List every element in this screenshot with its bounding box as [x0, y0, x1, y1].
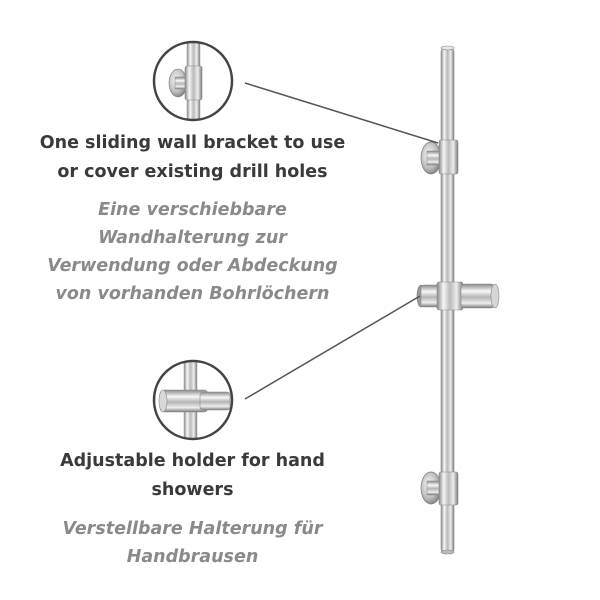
holder-caption-german — [20, 515, 365, 571]
upper-wall-bracket — [421, 140, 458, 174]
hand-shower-holder-detail-icon — [154, 357, 232, 447]
shower-rail — [417, 46, 499, 554]
wall-bracket-detail-icon — [154, 38, 232, 128]
caption-line: Eine verschiebbare — [98, 200, 287, 220]
hand-shower-holder — [417, 282, 499, 310]
rail-top-cap — [441, 46, 454, 50]
bracket-caption-english — [20, 129, 365, 187]
caption-line: von vorhanden Bohrlöchern — [55, 284, 330, 304]
bracket-caption-german — [20, 196, 365, 308]
holder-caption-english — [20, 447, 365, 505]
bracket-caption — [20, 129, 365, 308]
caption-line: Verstellbare Halterung für — [62, 519, 323, 539]
leader-line-holder — [245, 296, 420, 399]
caption-line: One sliding wall bracket to use — [39, 133, 346, 153]
caption-line: Verwendung oder Abdeckung — [47, 256, 338, 276]
caption-line: Adjustable holder for hand — [60, 451, 325, 471]
caption-line: or cover existing drill holes — [57, 162, 328, 182]
holder-caption — [20, 447, 365, 571]
rail-bottom-cap — [441, 550, 454, 554]
caption-line: Wandhalterung zur — [98, 228, 287, 248]
caption-line: Handbrausen — [126, 547, 259, 567]
caption-line: showers — [151, 480, 234, 500]
lower-wall-bracket — [421, 472, 458, 505]
